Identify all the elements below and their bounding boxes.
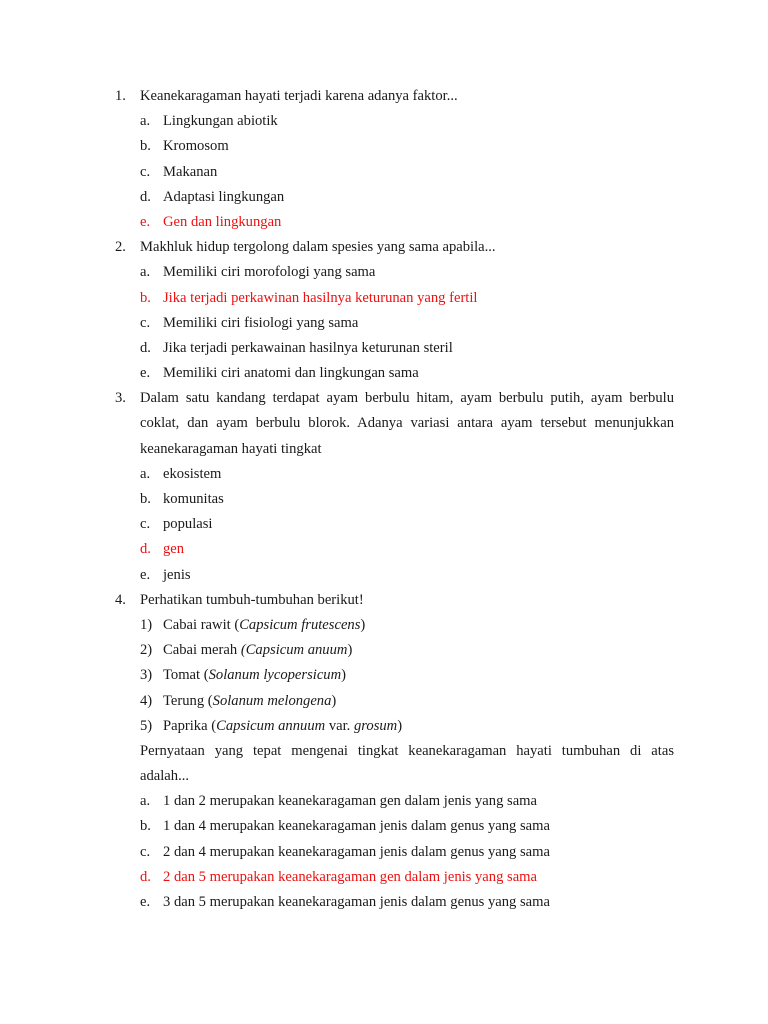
plant-number: 4) <box>140 692 153 709</box>
question-prompt-continuation <box>0 411 768 436</box>
plant-item-5 <box>0 714 768 739</box>
option-text: Jika terjadi perkawainan hasilnya keturunan steril <box>163 339 453 356</box>
option-letter: c. <box>140 163 151 180</box>
option-text: Jika terjadi perkawinan hasilnya keturunan yang fertil <box>163 289 478 306</box>
option-c <box>0 840 768 865</box>
option-a <box>0 109 768 134</box>
option-text: Makanan <box>163 163 218 180</box>
question-sheet <box>0 84 768 915</box>
question-number: 2. <box>115 239 126 256</box>
option-text: Memiliki ciri fisiologi yang sama <box>163 314 359 331</box>
option-text: Memiliki ciri morofologi yang sama <box>163 264 376 281</box>
question-prompt: Makhluk hidup tergolong dalam spesies yang sama apabila... <box>140 239 496 256</box>
plant-latin-name: Solanum lycopersicum <box>208 667 342 684</box>
plant-number: 2) <box>140 642 153 659</box>
option-letter: b. <box>140 289 151 306</box>
option-a <box>0 462 768 487</box>
option-b-correct-answer <box>0 286 768 311</box>
option-text: 2 dan 5 merupakan keanekaragaman gen dalam jenis yang sama <box>163 868 538 885</box>
option-d-correct-answer <box>0 537 768 562</box>
option-text: jenis <box>163 566 191 583</box>
option-b <box>0 814 768 839</box>
option-letter: c. <box>140 516 151 533</box>
option-letter: a. <box>140 465 151 482</box>
option-letter: b. <box>140 491 151 507</box>
plant-entry: Cabai merah (Capsicum anuum) <box>163 642 353 659</box>
plant-name: Tomat <box>163 667 201 684</box>
statement-line <box>0 764 768 789</box>
question-prompt: Keanekaragaman hayati terjadi karena adanya faktor... <box>140 88 458 104</box>
option-text: Adaptasi lingkungan <box>163 188 285 205</box>
plant-entry: Tomat (Solanum lycopersicum) <box>163 667 347 684</box>
option-e-correct-answer <box>0 210 768 235</box>
option-letter: c. <box>140 843 151 860</box>
option-c <box>0 311 768 336</box>
question-prompt-line: keanekaragaman hayati tingkat <box>140 440 322 457</box>
plant-latin-name: Capsicum annuum <box>216 717 326 734</box>
option-text: 1 dan 2 merupakan keanekaragaman gen dalam jenis yang sama <box>163 793 538 810</box>
option-text: populasi <box>163 516 213 533</box>
plant-entry: Cabai rawit (Capsicum frutescens) <box>163 616 366 633</box>
option-letter: b. <box>140 138 151 155</box>
variety-latin-name: grosum <box>353 717 398 734</box>
option-letter: a. <box>140 264 151 281</box>
question-number: 3. <box>115 390 126 407</box>
question-prompt-line: Dalam satu kandang terdapat ayam berbulu hitam, ayam berbulu putih, ayam berbulu <box>140 390 674 407</box>
statement-text: Pernyataan yang tepat mengenai tingkat keanekaragaman hayati tumbuhan di atas <box>140 742 674 759</box>
option-text: komunitas <box>163 491 224 507</box>
option-text: 2 dan 4 merupakan keanekaragaman jenis dalam genus yang sama <box>163 843 550 860</box>
option-letter: e. <box>140 365 151 382</box>
option-text: Memiliki ciri anatomi dan lingkungan sama <box>163 365 419 382</box>
option-b <box>0 487 768 512</box>
variety-label: var. <box>328 717 351 734</box>
plant-latin-name: Capsicum frutescens <box>239 616 361 633</box>
option-e <box>0 890 768 915</box>
option-letter: d. <box>140 868 151 885</box>
option-letter: d. <box>140 188 151 205</box>
question-prompt-continuation <box>0 437 768 462</box>
plant-number: 1) <box>140 616 153 633</box>
option-text: Gen dan lingkungan <box>163 213 282 230</box>
option-b <box>0 134 768 159</box>
option-text: Kromosom <box>163 138 229 155</box>
plant-number: 5) <box>140 717 153 734</box>
option-letter: c. <box>140 314 151 331</box>
option-text: 1 dan 4 merupakan keanekaragaman jenis dalam genus yang sama <box>163 818 550 835</box>
option-d-correct-answer <box>0 865 768 890</box>
option-a <box>0 789 768 814</box>
plant-name: Cabai merah <box>163 642 238 659</box>
option-c <box>0 512 768 537</box>
question-prompt: Perhatikan tumbuh-tumbuhan berikut! <box>140 591 364 608</box>
question-3 <box>0 386 768 411</box>
option-letter: b. <box>140 818 151 835</box>
plant-entry: Terung (Solanum melongena) <box>163 692 337 709</box>
plant-item-3 <box>0 663 768 688</box>
plant-name: Paprika <box>163 717 208 734</box>
question-prompt-line: coklat, dan ayam berbulu blorok. Adanya variasi antara ayam tersebut menunjukkan <box>140 415 674 432</box>
plant-name: Cabai rawit <box>163 616 231 633</box>
option-letter: e. <box>140 213 151 230</box>
option-letter: a. <box>140 113 151 130</box>
question-number: 1. <box>115 88 126 104</box>
plant-latin-name: Solanum melongena <box>212 692 332 709</box>
option-letter: d. <box>140 339 151 356</box>
option-text: 3 dan 5 merupakan keanekaragaman jenis dalam genus yang sama <box>163 894 550 910</box>
option-text: gen <box>163 541 185 558</box>
option-a <box>0 260 768 285</box>
option-letter: a. <box>140 793 151 810</box>
question-4 <box>0 588 768 613</box>
option-text: Lingkungan abiotik <box>163 113 278 130</box>
plant-item-2 <box>0 638 768 663</box>
option-text: ekosistem <box>163 465 222 482</box>
question-2 <box>0 235 768 260</box>
option-e <box>0 361 768 386</box>
option-letter: e. <box>140 566 151 583</box>
statement-line <box>0 739 768 764</box>
option-e <box>0 563 768 588</box>
plant-item-4 <box>0 689 768 714</box>
statement-text: adalah... <box>140 768 190 785</box>
option-letter: d. <box>140 541 151 558</box>
plant-name: Terung <box>163 692 205 709</box>
option-c <box>0 160 768 185</box>
option-d <box>0 185 768 210</box>
plant-entry: Paprika (Capsicum annuum var. grosum) <box>163 717 403 734</box>
plant-number: 3) <box>140 667 153 684</box>
option-letter: e. <box>140 894 151 910</box>
plant-latin-name: Capsicum anuum <box>245 642 348 659</box>
option-d <box>0 336 768 361</box>
question-number: 4. <box>115 591 126 608</box>
question-1 <box>0 84 768 109</box>
plant-item-1 <box>0 613 768 638</box>
